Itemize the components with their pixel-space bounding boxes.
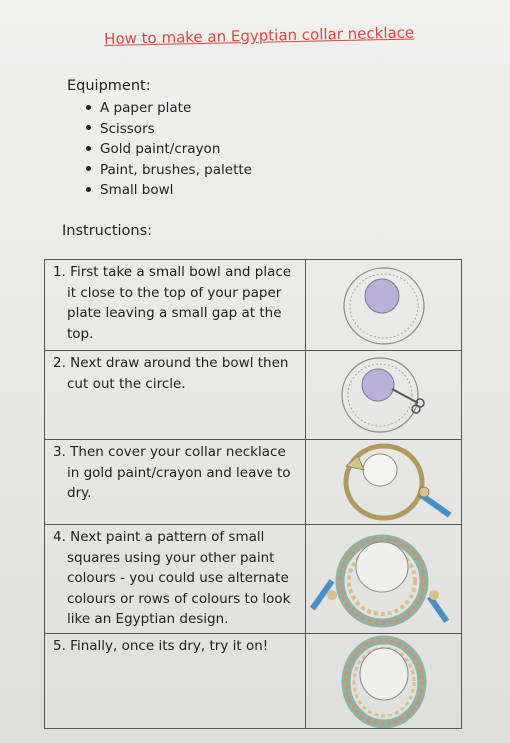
step-text-cell — [45, 351, 306, 440]
bullet-icon — [86, 125, 91, 130]
step-3-text: 3. Then cover your collar necklace in gold paint/crayon and leave to dry. — [53, 444, 291, 501]
bullet-icon — [86, 105, 91, 110]
step-text-cell — [45, 634, 306, 729]
list-item: Gold paint/crayon — [86, 139, 252, 160]
plate-with-bowl-icon — [306, 260, 461, 350]
step-illustration-cell — [306, 634, 462, 729]
list-item: Small bowl — [86, 180, 252, 201]
equipment-heading: Equipment: — [67, 78, 151, 94]
gold-collar-icon — [306, 440, 461, 524]
plate-being-cut-icon — [306, 351, 461, 439]
step-illustration-cell — [306, 260, 462, 351]
step-text-cell — [45, 260, 306, 351]
bullet-icon — [86, 166, 91, 171]
step-5-text: 5. Finally, once its dry, try it on! — [53, 638, 269, 654]
step-illustration-cell — [306, 351, 462, 440]
step-2-text: 2. Next draw around the bowl then cut out the circle. — [53, 355, 289, 392]
step-text-cell — [45, 440, 306, 525]
table-row — [45, 525, 462, 634]
list-item: Scissors — [86, 119, 252, 140]
step-text-cell — [45, 525, 306, 634]
step-illustration-cell — [306, 525, 462, 634]
finished-collar-icon — [306, 634, 461, 728]
instructions-heading: Instructions: — [62, 223, 153, 239]
table-row — [45, 634, 462, 729]
table-row — [45, 440, 462, 525]
table-row — [45, 351, 462, 440]
equipment-list — [86, 98, 252, 201]
step-1-text: 1. First take a small bowl and place it close to the top of your paper plate leaving a small gap at the top. — [53, 264, 292, 342]
list-item: Paint, brushes, palette — [86, 160, 252, 181]
bullet-icon — [86, 187, 91, 192]
step-illustration-cell — [306, 440, 462, 525]
instructions-table — [44, 259, 462, 729]
page-title: How to make an Egyptian collar necklace — [104, 23, 415, 48]
table-row — [45, 260, 462, 351]
patterned-collar-icon — [306, 525, 461, 633]
list-item: A paper plate — [86, 98, 252, 119]
bullet-icon — [86, 146, 91, 151]
step-4-text: 4. Next paint a pattern of small squares using your other paint colours - you could use alternate colours or rows of colours to look like an Egyptian design. — [53, 529, 291, 627]
